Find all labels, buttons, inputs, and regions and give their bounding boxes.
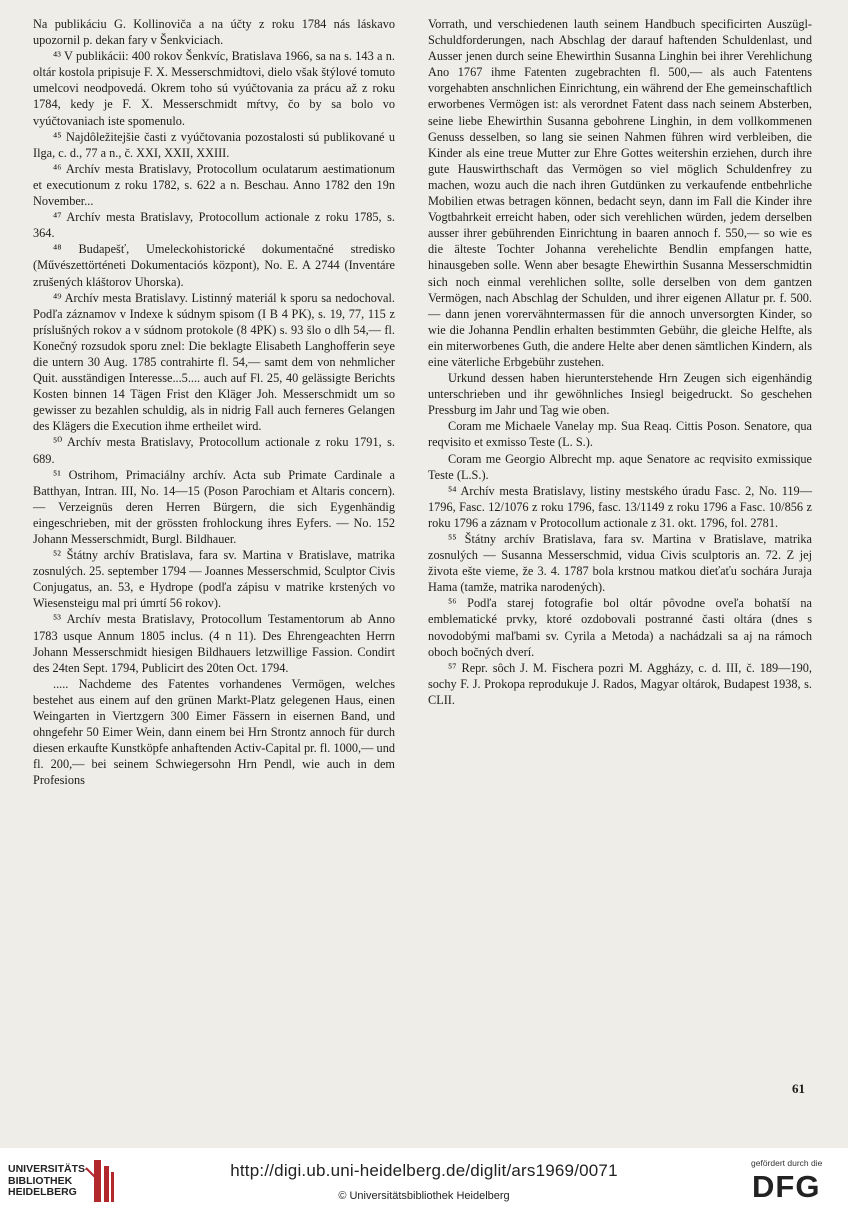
testament-continued: Vorrath, und verschiedenen lauth seinem Handbuch specificirten Auszügl- Schuldforderungen, nach Abschlag der darauf haftenden Schuldenlast, und Ausser jenen durch seine Ehewirthin Susanna Linghin bei ihrer Verehlichung Ano 1767 ihme Fatenten zugebrachten fl. 500,— als auch Fatentens vorgehabten anschnlichen Einrichtung, ein während der Ehe gemeinschaftlich erworbenes Vermögen ist: als verordnet Fatent dass nach seinem Absterben, seine liebe Ehewirthin Susanna gebohrene Linghin, in dem vollkommenen Genuss desselben, so lang sie seinen Nahmen führen wird verbleiben, die Kinder als eine treue Mutter zur Ehre Gottes weitershin erziehen, durch ihre gute Hauswirthschaft das Vermögen so viel möglich Schuldenfrey zu machen, wozu auch die nach ihren Gutdünken zu verkaufende entbehrliche Mobilien etwas betragen können, bedacht seyn, dann im Fall die Kinder ihre Vogtbahrkeit erreicht haben, oder sich verehlichen würden, jedem derselben ausser ihrer gebührenden Einrichtung in baaren annoch f. 550,— so wie es die älteste Tochter Johanna verehelichte Bendlin empfangen hatte, hinausgeben solle. Wenn aber besagte Ehewirthin Susanna Messerschmidtin sich noch einmal verehlichen sollte, solle derselben von dem gantzen Vermögen, nach Abschlag der Schulden, und ihrer eigenen Allatur pr. f. 500.— dann jenen vorervähntermassen für die annoch unversorgten Kinder, so wie die Johanna Pendlin erhalten bestimmten Gebühr, die gleiche Helfte, als ein miterworbenes Guth, die andere Helte aber denen sämtlichen Kindern, als eine väterliche Erbgebühr zustehen.: [428, 17, 812, 369]
testament-quote: ..... Nachdeme des Fatentes vorhandenes Vermögen, welches bestehet aus einem auf den grünen Markt-Platz gelegenen Haus, einen Weingarten in Viertzgern 300 Eimer Fässern in eisernen Band, und ohngefehr 50 Eimer Wein, dann einem bei Hrn Strontz annoch für durch diesen erkaufte Kunstköpfe anhaftenden Activ-Capital pr. fl. 1000,— und fl. 200,— bei seinem Schwiegersohn Hrn Pendl, wie auch in dem Profesions: [33, 676, 395, 788]
footnote-51: ⁵¹ Ostrihom, Primaciálny archív. Acta sub Primate Cardinale a Batthyan, Intran. III, No. 14—15 (Poson Parochiam et Altaris concern). — Verzeignüs deren Herren Bürgern, die sich Eygenhändig eingeschrieben, mit der grössten frohlockung ihres Eyfers. — No. 152 Johann Messerschmidt, Burgl. Bildhauer.: [33, 467, 395, 546]
footnote-46: ⁴⁶ Archív mesta Bratislavy, Protocollum oculatarum aestimationum et executionum z roku 1782, s. 622 a n. Beschau. Anno 1782 den 19n November...: [33, 161, 395, 209]
page-number: 61: [792, 1081, 805, 1096]
footnote-53: ⁵³ Archív mesta Bratislavy, Protocollum Testamentorum ab Anno 1783 usque Annum 1805 inclus. (4 n 11). Des Ehrengeachten Herrn Johann Messerschmidt hiesigen Bildhauers letzwillige Fassion. Condirt des 24ten Sept. 1794, Publicirt des 20ten Oct. 1794.: [33, 612, 395, 675]
footnote-paragraph: Na publikáciu G. Kollinoviča a na účty z roku 1784 nás láskavo upozornil p. dekan fary v Šenkviciach.: [33, 17, 395, 48]
footnote-52: ⁵² Štátny archív Bratislava, fara sv. Martina v Bratislave, matrika zosnulých. 25. september 1794 — Joannes Messerschmid, Sculptor Civis Conjugatus, an. 53, e Hydrope (podľa zápisu v matrike krstených vo Wiesensteigu mal pri úmrtí 56 rokov).: [33, 548, 395, 611]
digitization-footer: [0, 1148, 848, 1215]
testament-witnesses: Urkund dessen haben hierunterstehende Hrn Zeugen sich eigenhändig unterschrieben und ihr gewöhnliches Insiegl beigedruckt. So geschehen Pressburg im Jahr und Tag wie oben.: [428, 371, 812, 418]
witness-vanelay: Coram me Michaele Vanelay mp. Sua Reaq. Cittis Poson. Senatore, qua reqvisito et exmisso Teste (L. S.).: [428, 419, 812, 450]
copyright-notice: © Universitätsbibliothek Heidelberg: [338, 1190, 510, 1202]
footnote-47: ⁴⁷ Archív mesta Bratislavy, Protocollum actionale z roku 1785, s. 364.: [33, 210, 395, 241]
footnote-57: ⁵⁷ Repr. sôch J. M. Fischera pozri M. Aggházy, c. d. III, č. 189—190, sochy F. J. Prokopa reprodukuje J. Rados, Magyar oltárok, Budapest 1938, s. CLII.: [428, 660, 812, 707]
footnote-54: ⁵⁴ Archív mesta Bratislavy, listiny mestského úradu Fasc. 2, No. 119—1796, Fasc. 12/1076 z roku 1796, fasc. 13/1149 z roku 1796 a Fasc. 10/856 z roku 1796 a záznam v Protocollum actionale z 31. okt. 1796, fol. 2781.: [428, 483, 812, 530]
footnote-45: ⁴⁵ Najdôležitejšie časti z vyúčtovania pozostalosti sú publikované u Ilga, c. d., 77 a n., č. XXI, XXII, XXIII.: [33, 129, 395, 160]
dfg-funding-note: gefördert durch die: [751, 1158, 823, 1168]
permalink-url[interactable]: http://digi.ub.uni-heidelberg.de/diglit/ars1969/0071: [230, 1161, 618, 1180]
footnote-43: ⁴³ V publikácii: 400 rokov Šenkvíc, Bratislava 1966, sa na s. 143 a n. oltár kostola pripisuje F. X. Messerschmidtovi, dielo však štýlové tomuto umelcovi neodpovedá. Okrem toho sú vyúčtovania za prácu až z roku 1784, kedy je F. X. Messerschmidt mŕtvy, čo by sa bolo vo vyúčtovaniach iste spomenulo.: [33, 49, 395, 128]
witness-albrecht: Coram me Georgio Albrecht mp. aque Senatore ac reqvisito exmissique Teste (L.S.).: [428, 451, 812, 482]
footnote-48: ⁴⁸ Budapešť, Umeleckohistorické dokumentačné stredisko (Művészettörténeti Dokumentaciós központ), No. E. A 2744 (Inventáre zrušených kláštorov Uhorska).: [33, 242, 395, 289]
footnote-55: ⁵⁵ Štátny archív Bratislava, fara sv. Martina v Bratislave, matrika zosnulých — Susanna Messerschmid, vidua Civis sculptoris an. 72. Z jej života ešte vieme, že 3. 4. 1787 bola krstnou matkou dieťaťu sochára Juraja Hama (tamže, matrika narodených).: [428, 532, 812, 595]
footnote-49: ⁴⁹ Archív mesta Bratislavy. Listinný materiál k sporu sa nedochoval. Podľa záznamov v Indexe k súdnym spisom (I B 4 PK), s. 19, 77, 115 z príslušných rokov a v súdnom protokole (8 4PK) s. 93 šlo o dlh 54,— fl. Konečný rozsudok sporu znel: Die beklagte Elisabeth Langhofferin seye die untern 30 Aug. 1785 contrahirte fl. 54,— samt dem von nehmlicher Quit. ausständigen Interesse...5.... auch auf Fl. 25, 40 gelässigte Berichts Kosten binnen 14 Tägen Frist den Kläger Joh. Messerschmidt um so gewisser zu bezahlen schuldig, als in nidrig Fall auch ferneres Gelangen des Klägers die Execution ihme ertheilet wird.: [33, 290, 395, 434]
footnote-50: ⁵⁰ Archív mesta Bratislavy, Protocollum actionale z roku 1791, s. 689.: [33, 435, 395, 466]
left-column: [33, 16, 395, 789]
right-column: [428, 16, 812, 708]
footnote-56: ⁵⁶ Podľa starej fotografie bol oltár pôvodne oveľa bohatší na emblematické prvky, ktoré ozdobovali postranné časti oltára (dnes s novodobými maľbami sv. Cyrila a Metoda) a nachádzali sa aj na rámoch oboch bočných dverí.: [428, 596, 812, 659]
library-name[interactable]: UNIVERSITÄTS- BIBLIOTHEK HEIDELBERG: [8, 1163, 89, 1198]
dfg-logo[interactable]: DFG: [752, 1169, 821, 1204]
